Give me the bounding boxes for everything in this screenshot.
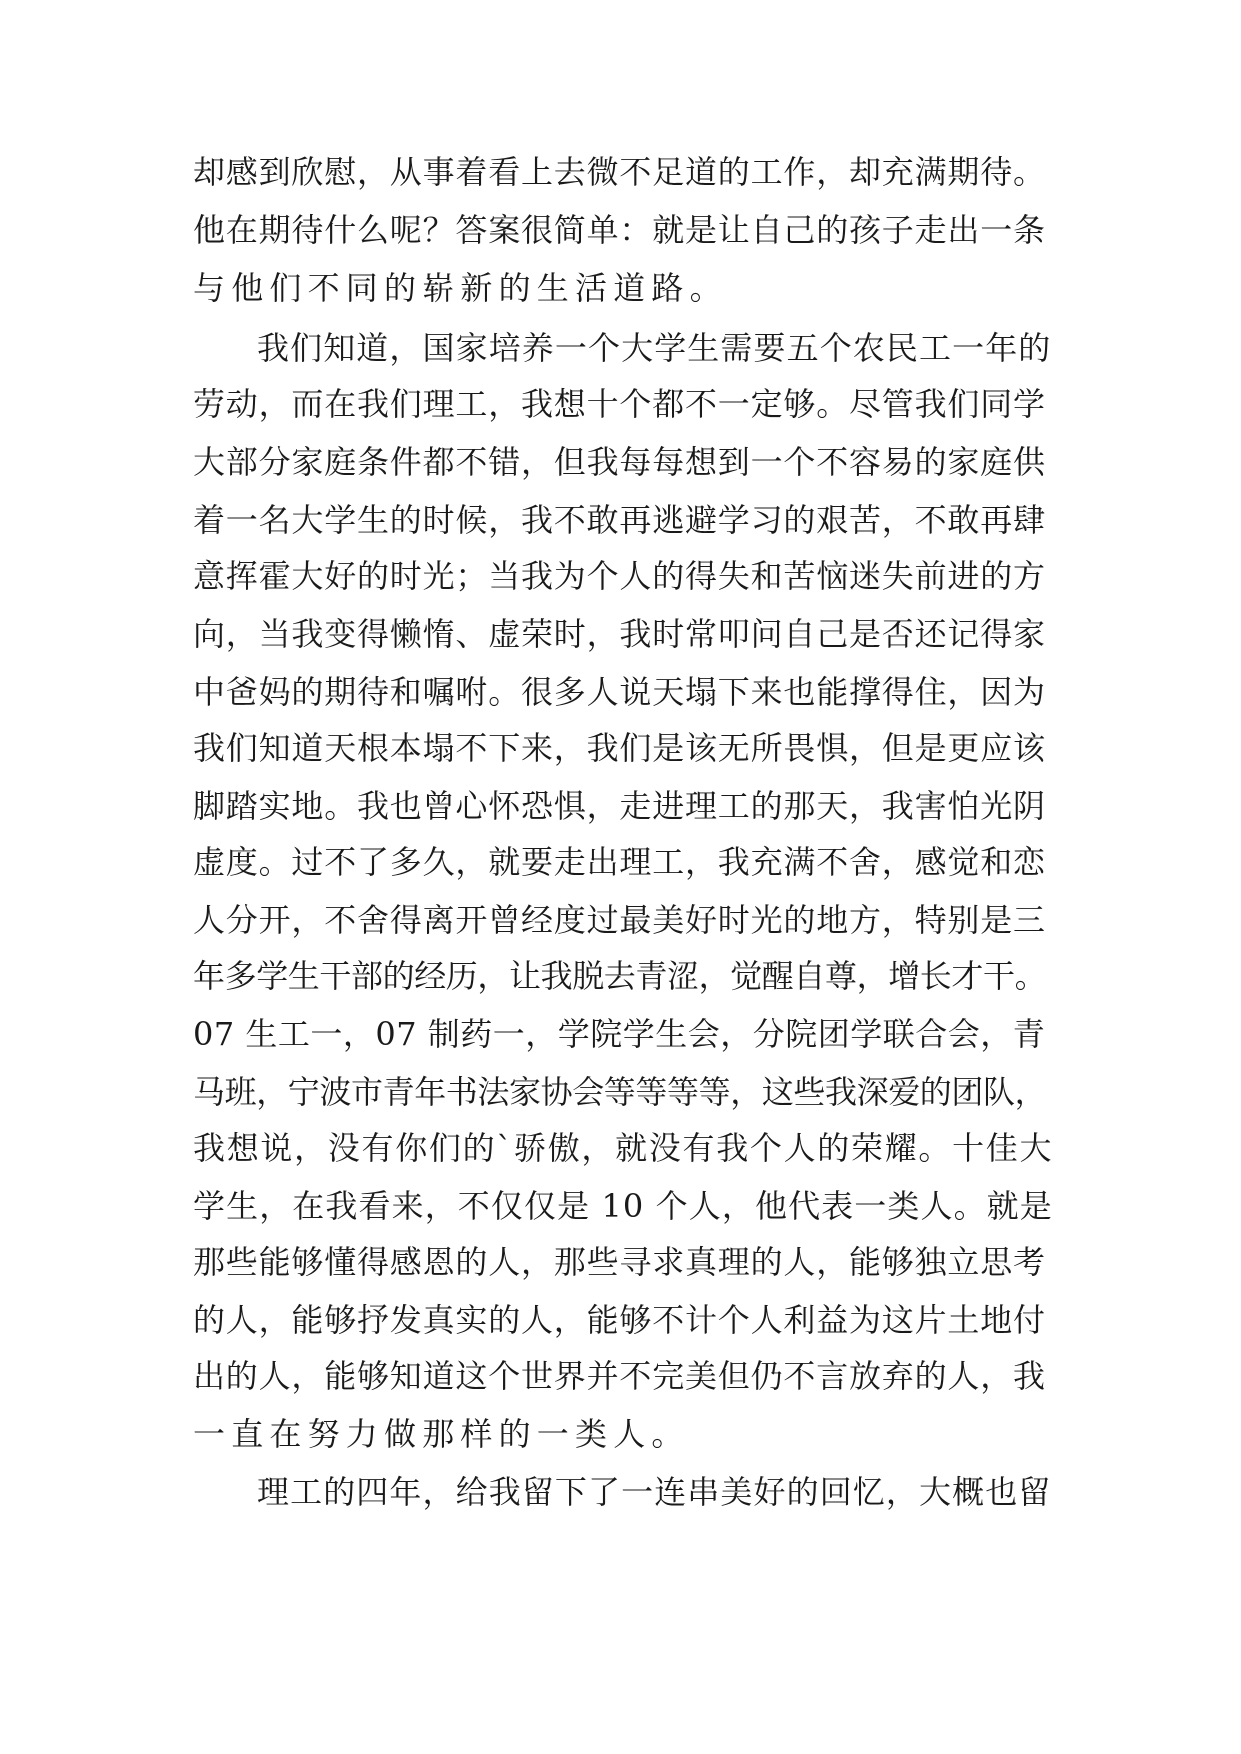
text-line: 的人，能够抒发真实的人，能够不计个人利益为这片土地付 [193, 1301, 1046, 1339]
text-line: 人分开，不舍得离开曾经度过最美好时光的地方，特别是三 [193, 901, 1046, 939]
text-line: 一直在努力做那样的一类人。 [193, 1415, 690, 1453]
text-line: 我想说，没有你们的`骄傲，就没有我个人的荣耀。十佳大 [193, 1129, 1054, 1167]
text-line: 出的人，能够知道这个世界并不完美但仍不言放弃的人，我 [193, 1357, 1046, 1395]
text-line: 虚度。过不了多久，就要走出理工，我充满不舍，感觉和恋 [193, 843, 1046, 881]
text-line: 年多学生干部的经历，让我脱去青涩，觉醒自尊，增长才干。 [193, 957, 1047, 995]
text-line: 与他们不同的崭新的生活道路。 [193, 269, 728, 307]
text-line: 大部分家庭条件都不错，但我每每想到一个不容易的家庭供 [193, 443, 1046, 481]
text-line: 我们知道，国家培养一个大学生需要五个农民工一年的 [257, 329, 1052, 367]
text-line: 马班，宁波市青年书法家协会等等等等，这些我深爱的团队， [193, 1073, 1047, 1111]
document-page [193, 0, 1053, 1754]
text-line: 着一名大学生的时候，我不敢再逃避学习的艰苦，不敢再肆 [193, 501, 1046, 539]
text-line: 07 生工一，07 制药一，学院学生会，分院团学联合会，青 [193, 1015, 1046, 1053]
text-line: 中爸妈的期待和嘱咐。很多人说天塌下来也能撑得住，因为 [193, 673, 1046, 711]
text-line: 他在期待什么呢？答案很简单：就是让自己的孩子走出一条 [193, 211, 1046, 249]
text-line: 我们知道天根本塌不下来，我们是该无所畏惧，但是更应该 [193, 729, 1046, 767]
text-line: 理工的四年，给我留下了一连串美好的回忆，大概也留 [257, 1473, 1052, 1511]
text-line: 却感到欣慰，从事着看上去微不足道的工作，却充满期待。 [193, 153, 1046, 191]
text-line: 那些能够懂得感恩的人，那些寻求真理的人，能够独立思考 [193, 1243, 1046, 1281]
text-line: 脚踏实地。我也曾心怀恐惧，走进理工的那天，我害怕光阴 [193, 787, 1046, 825]
text-line: 学生，在我看来，不仅仅是 10 个人，他代表一类人。就是 [193, 1187, 1053, 1225]
text-line: 向，当我变得懒惰、虚荣时，我时常叩问自己是否还记得家 [193, 615, 1046, 653]
text-line: 意挥霍大好的时光；当我为个人的得失和苦恼迷失前进的方 [193, 557, 1046, 595]
text-line: 劳动，而在我们理工，我想十个都不一定够。尽管我们同学 [193, 385, 1046, 423]
